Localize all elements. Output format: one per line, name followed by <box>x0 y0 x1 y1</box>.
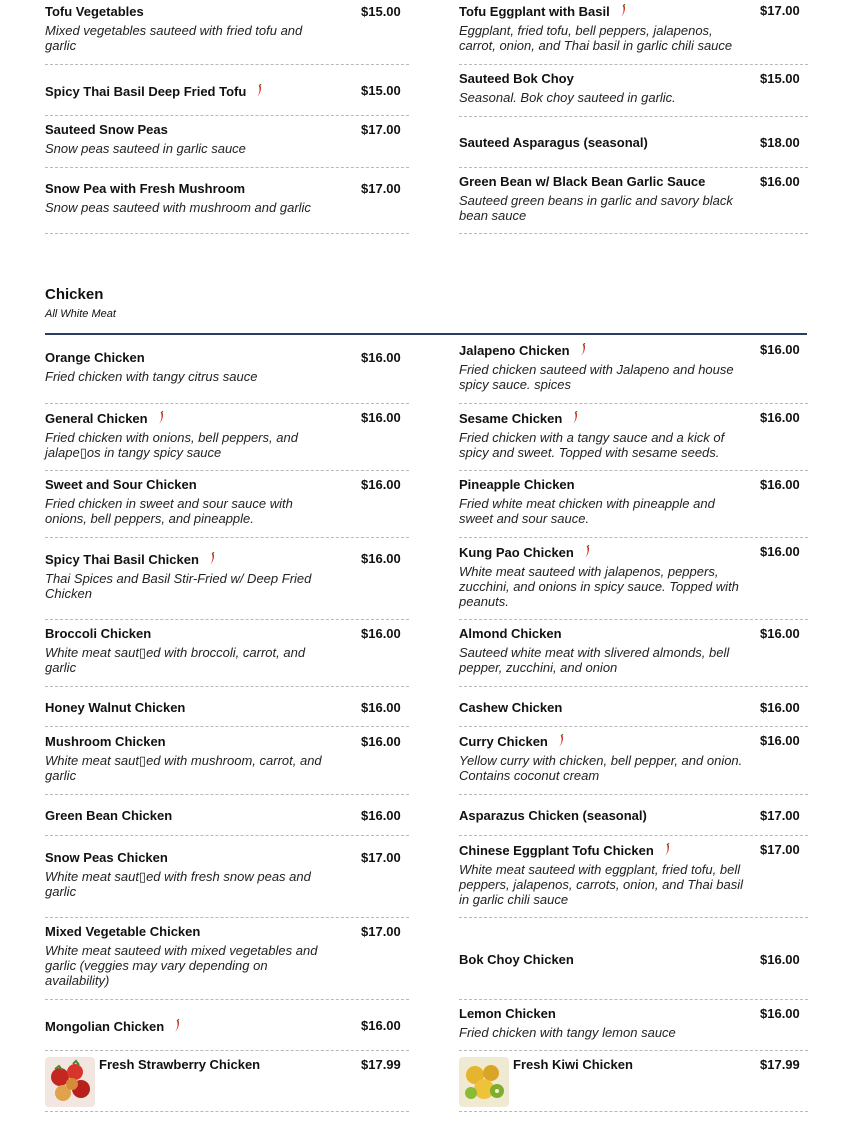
item-price: $16.00 <box>361 734 401 749</box>
item-description: White meat sauteed with eggplant, fried tofu, bell peppers, jalapenos, carrots, onion, and Thai basil in garlic chili sauce <box>459 862 744 907</box>
menu-item[interactable] <box>45 918 409 1000</box>
menu-item[interactable] <box>45 116 409 168</box>
item-price: $16.00 <box>760 626 800 641</box>
menu-item[interactable] <box>45 1051 409 1112</box>
section-title: Chicken <box>45 286 104 303</box>
item-price: $17.99 <box>760 1057 800 1072</box>
chili-pepper-icon <box>578 343 588 357</box>
item-price: $16.00 <box>760 342 800 357</box>
item-name-row <box>459 843 672 858</box>
menu-item[interactable] <box>45 1000 409 1051</box>
item-name: Fresh Strawberry Chicken <box>99 1057 261 1072</box>
item-name: Cashew Chicken <box>459 700 563 715</box>
item-description: Fried chicken sauteed with Jalapeno and house spicy sauce. spices <box>459 362 734 392</box>
menu-item[interactable] <box>459 727 808 795</box>
section-divider <box>45 333 807 335</box>
item-name: Bok Choy Chicken <box>459 952 574 967</box>
item-description: White meat sauteed with mixed vegetables and garlic (veggies may vary depending on availability) <box>45 943 318 988</box>
item-price: $16.00 <box>361 410 401 425</box>
item-name: Jalapeno Chicken <box>459 343 570 358</box>
item-price: $17.99 <box>361 1057 401 1072</box>
item-price: $16.00 <box>760 952 800 967</box>
item-name: Mixed Vegetable Chicken <box>45 924 201 939</box>
item-description: White meat sauteed with jalapenos, peppers, zucchini, and onions in spicy sauce. Topped with peanuts. <box>459 564 739 609</box>
menu-item[interactable] <box>459 795 808 836</box>
item-name: Sweet and Sour Chicken <box>45 477 197 492</box>
menu-item[interactable] <box>45 404 409 471</box>
item-price: $17.00 <box>760 842 800 857</box>
menu-item[interactable] <box>459 65 808 117</box>
menu-item[interactable] <box>459 1051 808 1112</box>
item-name: Sauteed Asparagus (seasonal) <box>459 135 648 150</box>
item-description: Fried chicken in sweet and sour sauce with onions, bell peppers, and pineapple. <box>45 496 293 526</box>
menu-item[interactable] <box>459 836 808 918</box>
menu-item[interactable] <box>45 168 409 234</box>
chili-pepper-icon <box>662 843 672 857</box>
item-description: White meat saut▯ed with broccoli, carrot, and garlic <box>45 645 306 675</box>
menu-item[interactable] <box>459 687 808 727</box>
item-name: Snow Pea with Fresh Mushroom <box>45 181 246 196</box>
item-description: Fried chicken with a tangy sauce and a kick of spicy and sweet. Topped with sesame seeds. <box>459 430 725 460</box>
item-name: Lemon Chicken <box>459 1006 556 1021</box>
item-name: Sesame Chicken <box>459 411 563 426</box>
menu-item[interactable] <box>45 727 409 795</box>
item-name: Almond Chicken <box>459 626 562 641</box>
item-description: Snow peas sauteed with mushroom and garlic <box>45 200 311 215</box>
item-price: $17.00 <box>361 924 401 939</box>
item-price: $17.00 <box>361 122 401 137</box>
item-description: Snow peas sauteed in garlic sauce <box>45 141 246 156</box>
menu-item[interactable] <box>45 65 409 116</box>
item-description: Sauteed green beans in garlic and savory black bean sauce <box>459 193 733 223</box>
item-description: Mixed vegetables sauteed with fried tofu and garlic <box>45 23 303 53</box>
item-description: Seasonal. Bok choy sauteed in garlic. <box>459 90 676 105</box>
chili-pepper-icon <box>556 734 566 748</box>
item-name: General Chicken <box>45 411 148 426</box>
item-price: $17.00 <box>361 850 401 865</box>
item-price: $16.00 <box>361 626 401 641</box>
item-price: $16.00 <box>361 350 401 365</box>
item-name-row <box>45 1019 182 1034</box>
item-name: Spicy Thai Basil Deep Fried Tofu <box>45 84 247 99</box>
item-name-row <box>459 4 628 19</box>
item-name-row <box>45 84 264 99</box>
item-name: Sauteed Snow Peas <box>45 122 168 137</box>
item-name: Broccoli Chicken <box>45 626 152 641</box>
menu-item[interactable] <box>459 918 808 1000</box>
item-name: Green Bean w/ Black Bean Garlic Sauce <box>459 174 706 189</box>
chili-pepper-icon <box>618 4 628 18</box>
item-description: Fried white meat chicken with pineapple and sweet and sour sauce. <box>459 496 715 526</box>
menu-item[interactable] <box>459 620 808 687</box>
item-name: Honey Walnut Chicken <box>45 700 186 715</box>
menu-item[interactable] <box>459 404 808 471</box>
item-name: Sauteed Bok Choy <box>459 71 574 86</box>
item-name: Pineapple Chicken <box>459 477 575 492</box>
menu-item[interactable] <box>459 168 808 234</box>
chili-pepper-icon <box>156 411 166 425</box>
section-subtitle: All White Meat <box>45 308 116 320</box>
menu-item[interactable] <box>45 471 409 538</box>
item-price: $16.00 <box>361 700 401 715</box>
item-price: $18.00 <box>760 135 800 150</box>
menu-item[interactable] <box>45 795 409 836</box>
item-price: $16.00 <box>760 1006 800 1021</box>
menu-item[interactable] <box>459 1000 808 1051</box>
menu-item[interactable] <box>45 687 409 727</box>
item-price: $16.00 <box>760 410 800 425</box>
item-description: Sauteed white meat with slivered almonds, bell pepper, zucchini, and onion <box>459 645 730 675</box>
item-name: Chinese Eggplant Tofu Chicken <box>459 843 654 858</box>
item-name: Orange Chicken <box>45 350 145 365</box>
chili-pepper-icon <box>172 1019 182 1033</box>
menu-item[interactable] <box>459 0 808 65</box>
item-price: $16.00 <box>361 1018 401 1033</box>
item-description: White meat saut▯ed with fresh snow peas and garlic <box>45 869 311 899</box>
item-description: Fried chicken with tangy citrus sauce <box>45 369 258 384</box>
item-price: $17.00 <box>361 181 401 196</box>
kiwi-chicken-photo[interactable] <box>459 1057 509 1107</box>
item-name: Kung Pao Chicken <box>459 545 574 560</box>
item-name: Mongolian Chicken <box>45 1019 165 1034</box>
item-price: $16.00 <box>760 700 800 715</box>
menu-item[interactable] <box>459 471 808 538</box>
menu-item[interactable] <box>459 538 808 620</box>
item-name: Green Bean Chicken <box>45 808 173 823</box>
item-name-row <box>459 411 580 426</box>
item-price: $16.00 <box>361 808 401 823</box>
item-description: Yellow curry with chicken, bell pepper, and onion. Contains coconut cream <box>459 753 743 783</box>
chili-pepper-icon <box>254 84 264 98</box>
item-price: $16.00 <box>361 551 401 566</box>
item-price: $15.00 <box>361 83 401 98</box>
item-description: Fried chicken with onions, bell peppers, and jalape▯os in tangy spicy sauce <box>45 430 298 460</box>
item-name: Fresh Kiwi Chicken <box>513 1057 633 1072</box>
item-name-row <box>459 343 588 358</box>
item-name-row <box>45 552 217 567</box>
item-price: $16.00 <box>760 174 800 189</box>
item-name: Tofu Eggplant with Basil <box>459 4 610 19</box>
chili-pepper-icon <box>207 552 217 566</box>
item-price: $16.00 <box>760 733 800 748</box>
menu-item[interactable] <box>45 0 409 65</box>
menu-item[interactable] <box>459 117 808 168</box>
item-name: Tofu Vegetables <box>45 4 144 19</box>
item-name: Asparazus Chicken (seasonal) <box>459 808 647 823</box>
item-price: $17.00 <box>760 808 800 823</box>
item-description: Fried chicken with tangy lemon sauce <box>459 1025 676 1040</box>
chili-pepper-icon <box>582 545 592 559</box>
item-name: Snow Peas Chicken <box>45 850 168 865</box>
item-price: $15.00 <box>760 71 800 86</box>
item-price: $17.00 <box>760 3 800 18</box>
chili-pepper-icon <box>570 411 580 425</box>
item-description: Thai Spices and Basil Stir-Fried w/ Deep Fried Chicken <box>45 571 312 601</box>
strawberry-chicken-photo[interactable] <box>45 1057 95 1107</box>
item-price: $16.00 <box>361 477 401 492</box>
item-name: Curry Chicken <box>459 734 548 749</box>
item-price: $15.00 <box>361 4 401 19</box>
menu-item[interactable] <box>459 342 808 404</box>
item-price: $16.00 <box>760 544 800 559</box>
item-description: White meat saut▯ed with mushroom, carrot, and garlic <box>45 753 322 783</box>
item-name-row <box>45 411 166 426</box>
menu-item[interactable] <box>45 538 409 620</box>
menu-item[interactable] <box>45 342 409 404</box>
menu-item[interactable] <box>45 836 409 918</box>
item-description: Eggplant, fried tofu, bell peppers, jalapenos, carrot, onion, and Thai basil in garlic chili sauce <box>459 23 733 53</box>
item-name-row <box>459 734 566 749</box>
item-name: Mushroom Chicken <box>45 734 166 749</box>
item-name: Spicy Thai Basil Chicken <box>45 552 199 567</box>
menu-item[interactable] <box>45 620 409 687</box>
item-price: $16.00 <box>760 477 800 492</box>
item-name-row <box>459 545 592 560</box>
